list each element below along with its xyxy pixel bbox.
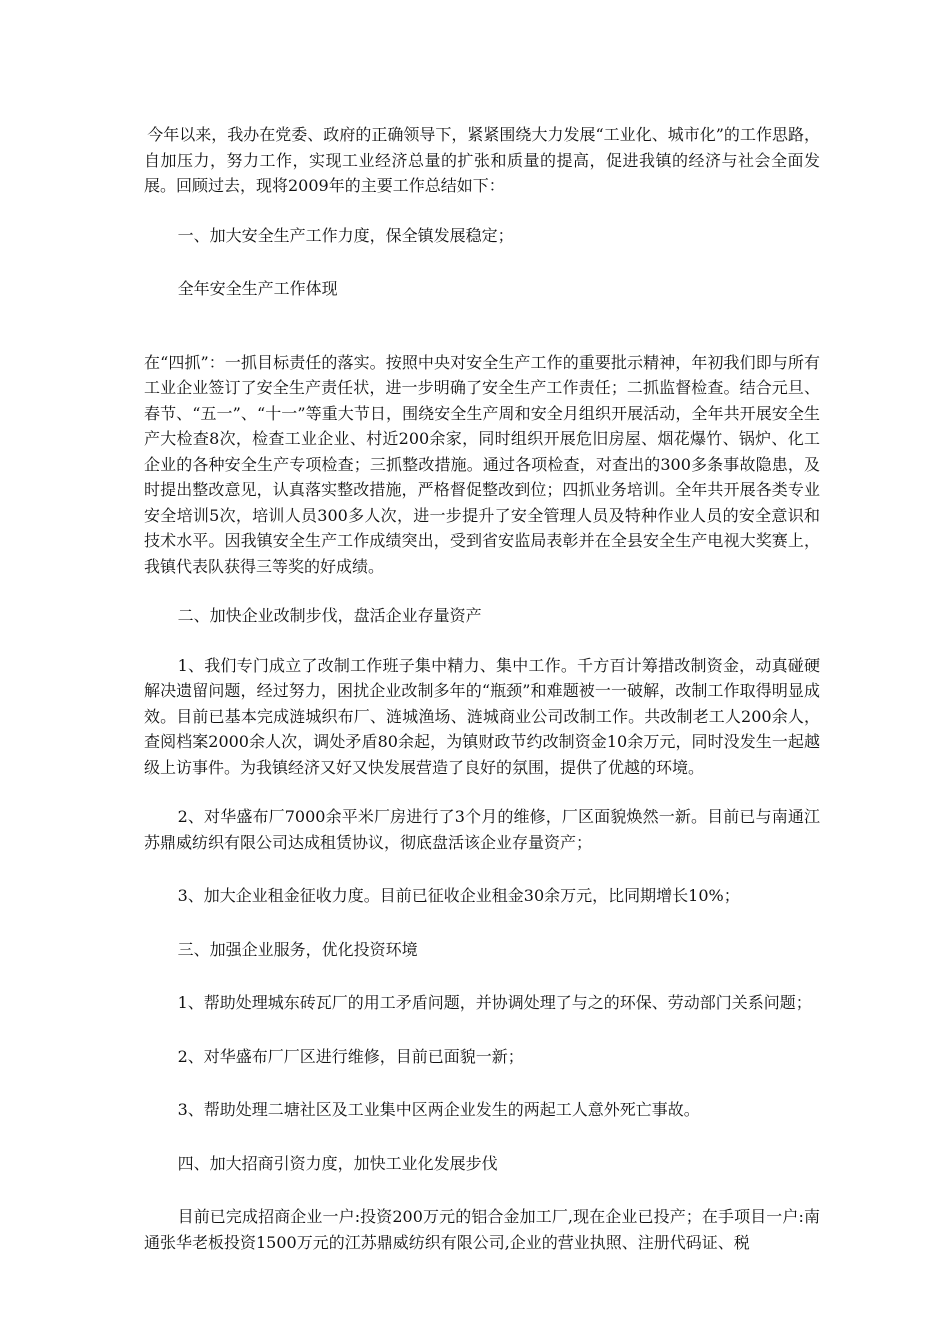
intro-paragraph: 今年以来，我办在党委、政府的正确领导下，紧紧围绕大力发展“工业化、城市化”的工作思路，自加压力，努力工作，实现工业经济总量的扩张和质量的提高，促进我镇的经济与社会全面发展。回顾过去，现将2009年的主要工作总结如下： bbox=[144, 125, 820, 195]
section-2-item-3: 3、加大企业租金征收力度。目前已征收企业租金30余万元，比同期增长10%； bbox=[177, 886, 740, 905]
section-2-item-1: 1、我们专门成立了改制工作班子集中精力、集中工作。千方百计筹措改制资金，动真碰硬解决遗留问题，经过努力，困扰企业改制多年的“瓶颈”和难题被一一破解，改制工作取得明显成效。目前已基本完成涟城织布厂、涟城渔场、涟城商业公司改制工作。共改制老工人200余人，查阅档案2000余人次，调处矛盾80余起，为镇财政节约改制资金10余万元，同时没发生一起越级上访事件。为我镇经济又好又快发展营造了良好的氛围，提供了优越的环境。 bbox=[144, 655, 820, 777]
section-heading-2: 二、加快企业改制步伐，盘活企业存量资产 bbox=[177, 606, 482, 625]
section-3-item-2: 2、对华盛布厂厂区进行维修，目前已面貌一新； bbox=[177, 1046, 524, 1066]
section-1-lead: 全年安全生产工作体现 bbox=[177, 279, 338, 298]
document-body bbox=[144, 122, 820, 1255]
section-1-body: 在“四抓”：一抓目标责任的落实。按照中央对安全生产工作的重要批示精神，年初我们即与所有工业企业签订了安全生产责任状，进一步明确了安全生产工作责任；二抓监督检查。结合元旦、春节、“五一”、“十一”等重大节日，围绕安全生产周和安全月组织开展活动，全年共开展安全生产大检查8次，检查工业企业、村近200余家，同时组织开展危旧房屋、烟花爆竹、锅炉、化工企业的各种安全生产专项检查；三抓整改措施。通过各项检查，对查出的300多条事故隐患，及时提出整改意见，认真落实整改措施，严格督促整改到位；四抓业务培训。全年共开展各类专业安全培训5次，培训人员300多人次，进一步提升了安全管理人员及特种作业人员的安全意识和技术水平。因我镇安全生产工作成绩突出，受到省安监局表彰并在全县安全生产电视大奖赛上，我镇代表队获得三等奖的好成绩。 bbox=[144, 352, 820, 576]
section-heading-1: 一、加大安全生产工作力度，保全镇发展稳定； bbox=[177, 225, 514, 245]
section-3-item-3: 3、帮助处理二塘社区及工业集中区两企业发生的两起工人意外死亡事故。 bbox=[177, 1100, 700, 1119]
section-3-item-1: 1、帮助处理城东砖瓦厂的用工矛盾问题，并协调处理了与之的环保、劳动部门关系问题； bbox=[177, 993, 812, 1012]
section-2-item-2: 2、对华盛布厂7000余平米厂房进行了3个月的维修，厂区面貌焕然一新。目前已与南通江苏鼎威纺织有限公司达成租赁协议，彻底盘活该企业存量资产； bbox=[144, 807, 820, 852]
section-heading-3: 三、加强企业服务，优化投资环境 bbox=[177, 939, 418, 959]
section-4-body: 目前已完成招商企业一户:投资200万元的铝合金加工厂,现在企业已投产；在手项目一户:南通张华老板投资1500万元的江苏鼎威纺织有限公司,企业的营业执照、注册代码证、税 bbox=[144, 1207, 820, 1252]
section-heading-4: 四、加大招商引资力度，加快工业化发展步伐 bbox=[177, 1153, 498, 1173]
